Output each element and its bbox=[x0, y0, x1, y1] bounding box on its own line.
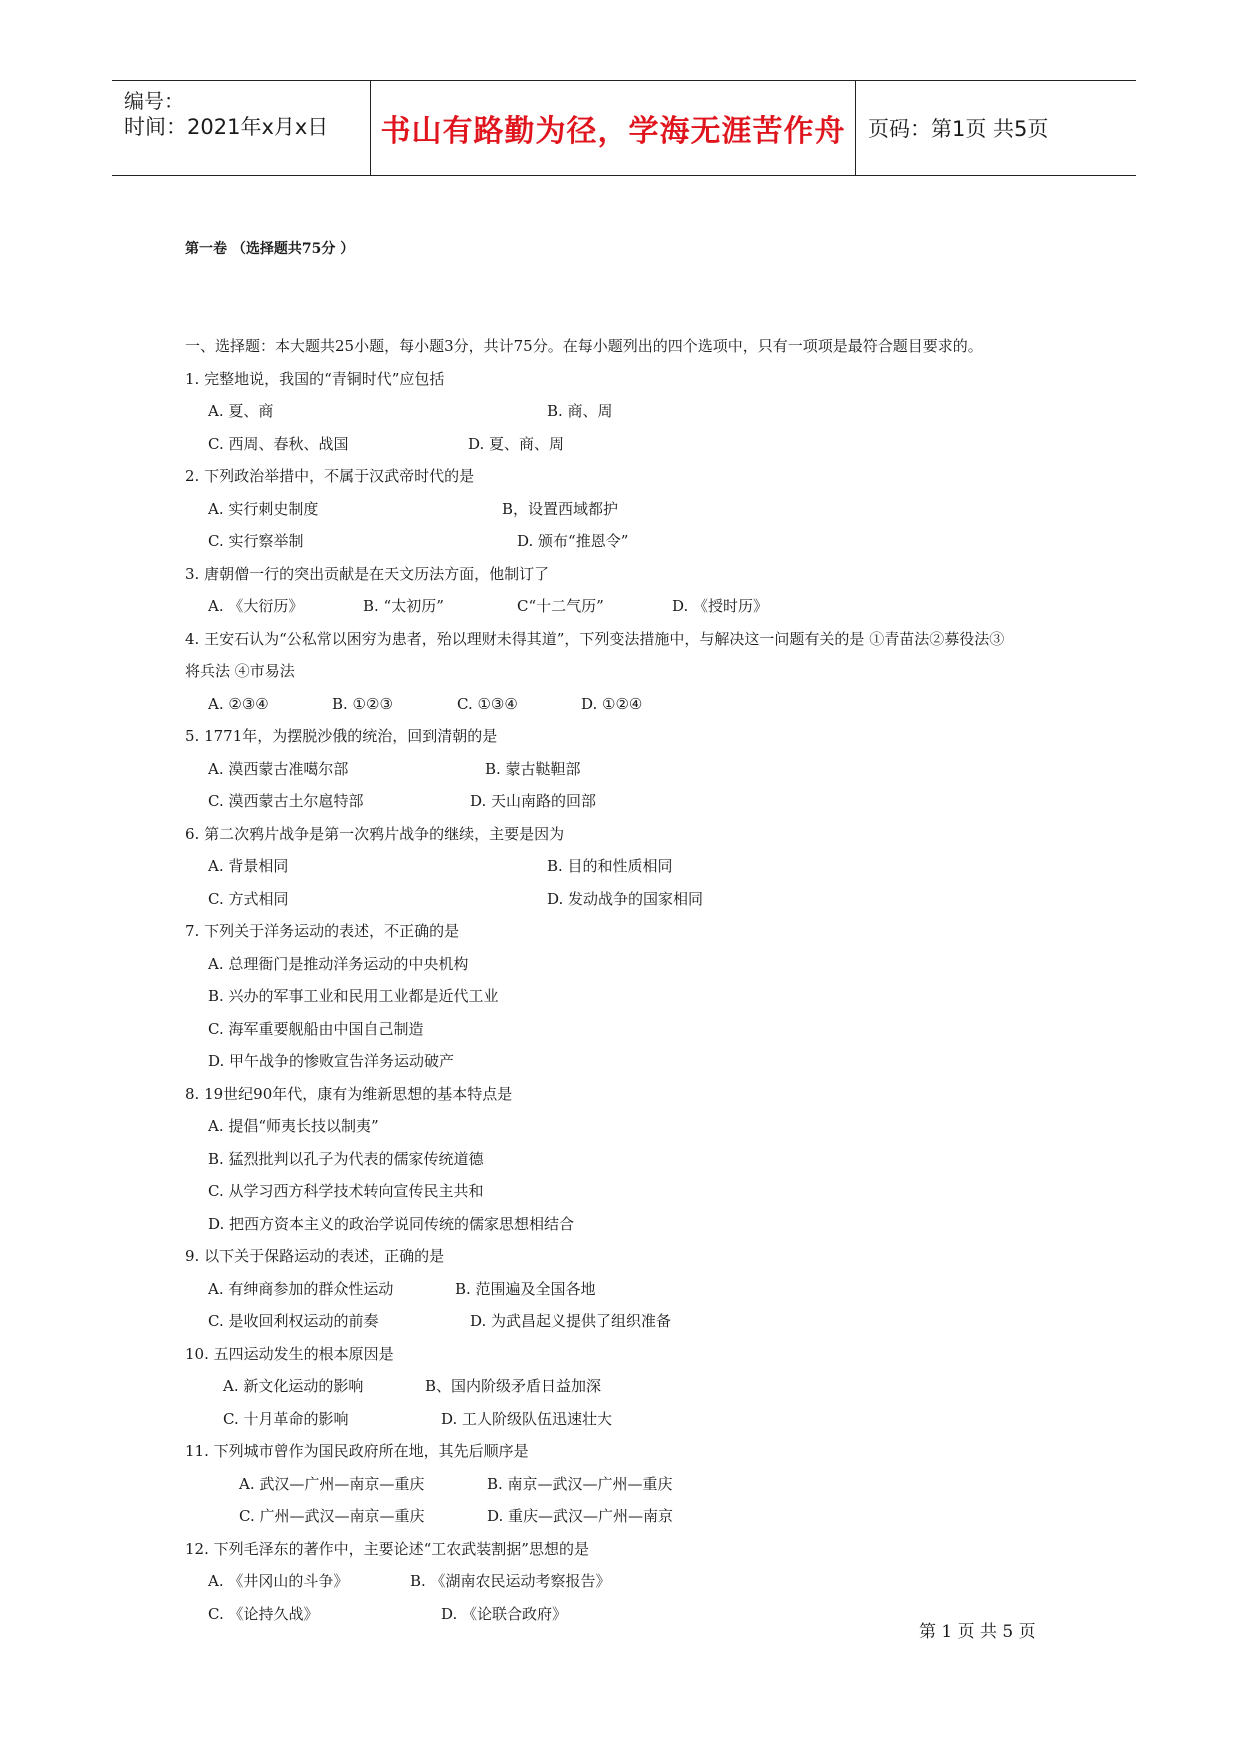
question-stem: 5. 1771年，为摆脱沙俄的统治，回到清朝的是 bbox=[185, 727, 498, 745]
option-d: D. 夏、商、周 bbox=[468, 434, 565, 453]
option-d: D. ①②④ bbox=[581, 694, 643, 713]
option-row bbox=[185, 883, 1065, 916]
question-stem: 2. 下列政治举措中，不属于汉武帝时代的是 bbox=[185, 467, 475, 485]
option-row bbox=[185, 1143, 1065, 1176]
option-b: B. 兴办的军事工业和民用工业都是近代工业 bbox=[208, 987, 499, 1005]
header-motto-cell bbox=[371, 81, 856, 175]
question-stem: 6. 第二次鸦片战争是第一次鸦片战争的继续，主要是因为 bbox=[185, 824, 565, 843]
option-b: B. “太初历” bbox=[363, 597, 444, 615]
option-d: D. 发动战争的国家相同 bbox=[547, 889, 704, 908]
option-c: C. 是收回利权运动的前奏 bbox=[208, 1312, 379, 1330]
header-page-cell bbox=[856, 81, 1136, 175]
question-stem-continued: 将兵法 ④市易法 bbox=[185, 662, 295, 680]
option-b: B，设置西域都护 bbox=[502, 499, 619, 518]
option-c: C“十二气历” bbox=[517, 597, 604, 615]
option-a: A. 有绅商参加的群众性运动 bbox=[208, 1279, 394, 1298]
page-footer: 第 1 页 共 5 页 bbox=[919, 1622, 1036, 1642]
section-title: 第一卷 （选择题共75分 ） bbox=[185, 241, 355, 257]
option-row bbox=[185, 493, 1065, 526]
option-row bbox=[185, 785, 1065, 818]
option-b: B. 南京—武汉—广州—重庆 bbox=[487, 1474, 673, 1493]
option-a: A. 实行刺史制度 bbox=[208, 499, 319, 518]
option-a: A. 夏、商 bbox=[208, 402, 274, 420]
option-row bbox=[185, 428, 1065, 461]
page-number-label: 页码：第1页 共5页 bbox=[868, 117, 1049, 141]
header-info-cell bbox=[112, 81, 371, 175]
option-row bbox=[185, 1013, 1065, 1046]
option-c: C. 从学习西方科学技术转向宣传民主共和 bbox=[208, 1182, 484, 1200]
option-row bbox=[185, 1500, 1065, 1533]
option-row bbox=[185, 1110, 1065, 1143]
option-d: D. 工人阶级队伍迅速壮大 bbox=[441, 1409, 613, 1428]
option-c: C. 海军重要舰船由中国自己制造 bbox=[208, 1019, 424, 1038]
option-row bbox=[185, 1273, 1065, 1306]
document-header bbox=[112, 80, 1136, 176]
option-b: B. 《湖南农民运动考察报告》 bbox=[410, 1572, 611, 1590]
option-row bbox=[185, 1045, 1065, 1078]
option-a: A. ②③④ bbox=[208, 694, 269, 713]
option-b: B. 商、周 bbox=[547, 402, 613, 420]
option-row bbox=[185, 753, 1065, 786]
option-row bbox=[185, 1468, 1065, 1501]
option-row bbox=[185, 948, 1065, 981]
option-c: C. ①③④ bbox=[457, 694, 518, 713]
option-c: C. 漠西蒙古土尔扈特部 bbox=[208, 792, 364, 810]
option-c: C. 西周、春秋、战国 bbox=[208, 434, 349, 453]
option-row bbox=[185, 395, 1065, 428]
option-row bbox=[185, 590, 1065, 623]
option-b: B. ①②③ bbox=[332, 694, 393, 713]
option-d: D. 重庆—武汉—广州—南京 bbox=[487, 1507, 674, 1525]
question-stem: 3. 唐朝僧一行的突出贡献是在天文历法方面，他制订了 bbox=[185, 564, 550, 583]
option-b: B. 蒙古鞑靼部 bbox=[485, 759, 581, 778]
option-a: A. 《井冈山的斗争》 bbox=[208, 1572, 349, 1590]
option-row bbox=[185, 980, 1065, 1013]
option-c: C. 实行察举制 bbox=[208, 532, 304, 550]
option-a: A. 漠西蒙古准噶尔部 bbox=[208, 759, 349, 778]
option-a: A. 新文化运动的影响 bbox=[223, 1377, 364, 1395]
question-stem: 12. 下列毛泽东的著作中，主要论述“工农武装割据”思想的是 bbox=[185, 1539, 589, 1558]
option-d: D. 颁布“推恩令” bbox=[517, 532, 629, 550]
option-d: D. 把西方资本主义的政治学说同传统的儒家思想相结合 bbox=[208, 1214, 575, 1233]
option-d: D. 为武昌起义提供了组织准备 bbox=[470, 1312, 672, 1330]
motto-text: 书山有路勤为径，学海无涯苦作舟 bbox=[380, 114, 846, 149]
option-row bbox=[185, 1403, 1065, 1436]
option-c: C. 方式相同 bbox=[208, 889, 289, 908]
option-row bbox=[185, 525, 1065, 558]
option-b: B. 猛烈批判以孔子为代表的儒家传统道德 bbox=[208, 1149, 484, 1168]
option-c: C. 广州—武汉—南京—重庆 bbox=[239, 1507, 425, 1525]
option-a: A. 背景相同 bbox=[208, 857, 289, 875]
option-a: A. 提倡“师夷长技以制夷” bbox=[208, 1117, 379, 1135]
option-b: B. 目的和性质相同 bbox=[547, 857, 673, 875]
option-row bbox=[185, 1305, 1065, 1338]
question-stem: 9. 以下关于保路运动的表述，正确的是 bbox=[185, 1247, 445, 1265]
option-d: D. 《授时历》 bbox=[672, 597, 769, 615]
question-stem: 11. 下列城市曾作为国民政府所在地，其先后顺序是 bbox=[185, 1442, 529, 1460]
option-row bbox=[185, 1175, 1065, 1208]
option-b: B. 范围遍及全国各地 bbox=[455, 1279, 596, 1298]
option-c: C. 《论持久战》 bbox=[208, 1604, 319, 1623]
option-row bbox=[185, 850, 1065, 883]
option-row bbox=[185, 1565, 1065, 1598]
option-row bbox=[185, 1208, 1065, 1241]
option-b: B、国内阶级矛盾日益加深 bbox=[425, 1377, 602, 1395]
option-a: A. 武汉—广州—南京—重庆 bbox=[239, 1474, 425, 1493]
date-label: 时间：2021年x月x日 bbox=[124, 115, 329, 139]
option-c: C. 十月革命的影响 bbox=[223, 1409, 349, 1428]
option-d: D. 天山南路的回部 bbox=[470, 792, 597, 810]
option-row bbox=[185, 688, 1065, 721]
question-stem: 10. 五四运动发生的根本原因是 bbox=[185, 1344, 394, 1363]
question-stem: 8. 19世纪90年代，康有为维新思想的基本特点是 bbox=[185, 1084, 513, 1103]
question-stem: 1. 完整地说，我国的“青铜时代”应包括 bbox=[185, 369, 445, 388]
option-d: D. 甲午战争的惨败宣告洋务运动破产 bbox=[208, 1052, 455, 1070]
question-list bbox=[185, 330, 1065, 1630]
option-row bbox=[185, 1370, 1065, 1403]
serial-number-label: 编号： bbox=[124, 89, 184, 113]
option-a: A. 总理衙门是推动洋务运动的中央机构 bbox=[208, 954, 469, 973]
instructions: 一、选择题：本大题共25小题，每小题3分，共计75分。在每小题列出的四个选项中，只有一项项是最符合题目要求的。 bbox=[185, 337, 983, 355]
option-d: D. 《论联合政府》 bbox=[441, 1604, 568, 1623]
question-stem: 4. 王安石认为“公私常以困穷为患者，殆以理财未得其道”，下列变法措施中，与解决这一问题有关的是 ①青苗法②募役法③ bbox=[185, 629, 1005, 648]
option-a: A. 《大衍历》 bbox=[208, 597, 304, 615]
question-stem: 7. 下列关于洋务运动的表述，不正确的是 bbox=[185, 922, 460, 940]
